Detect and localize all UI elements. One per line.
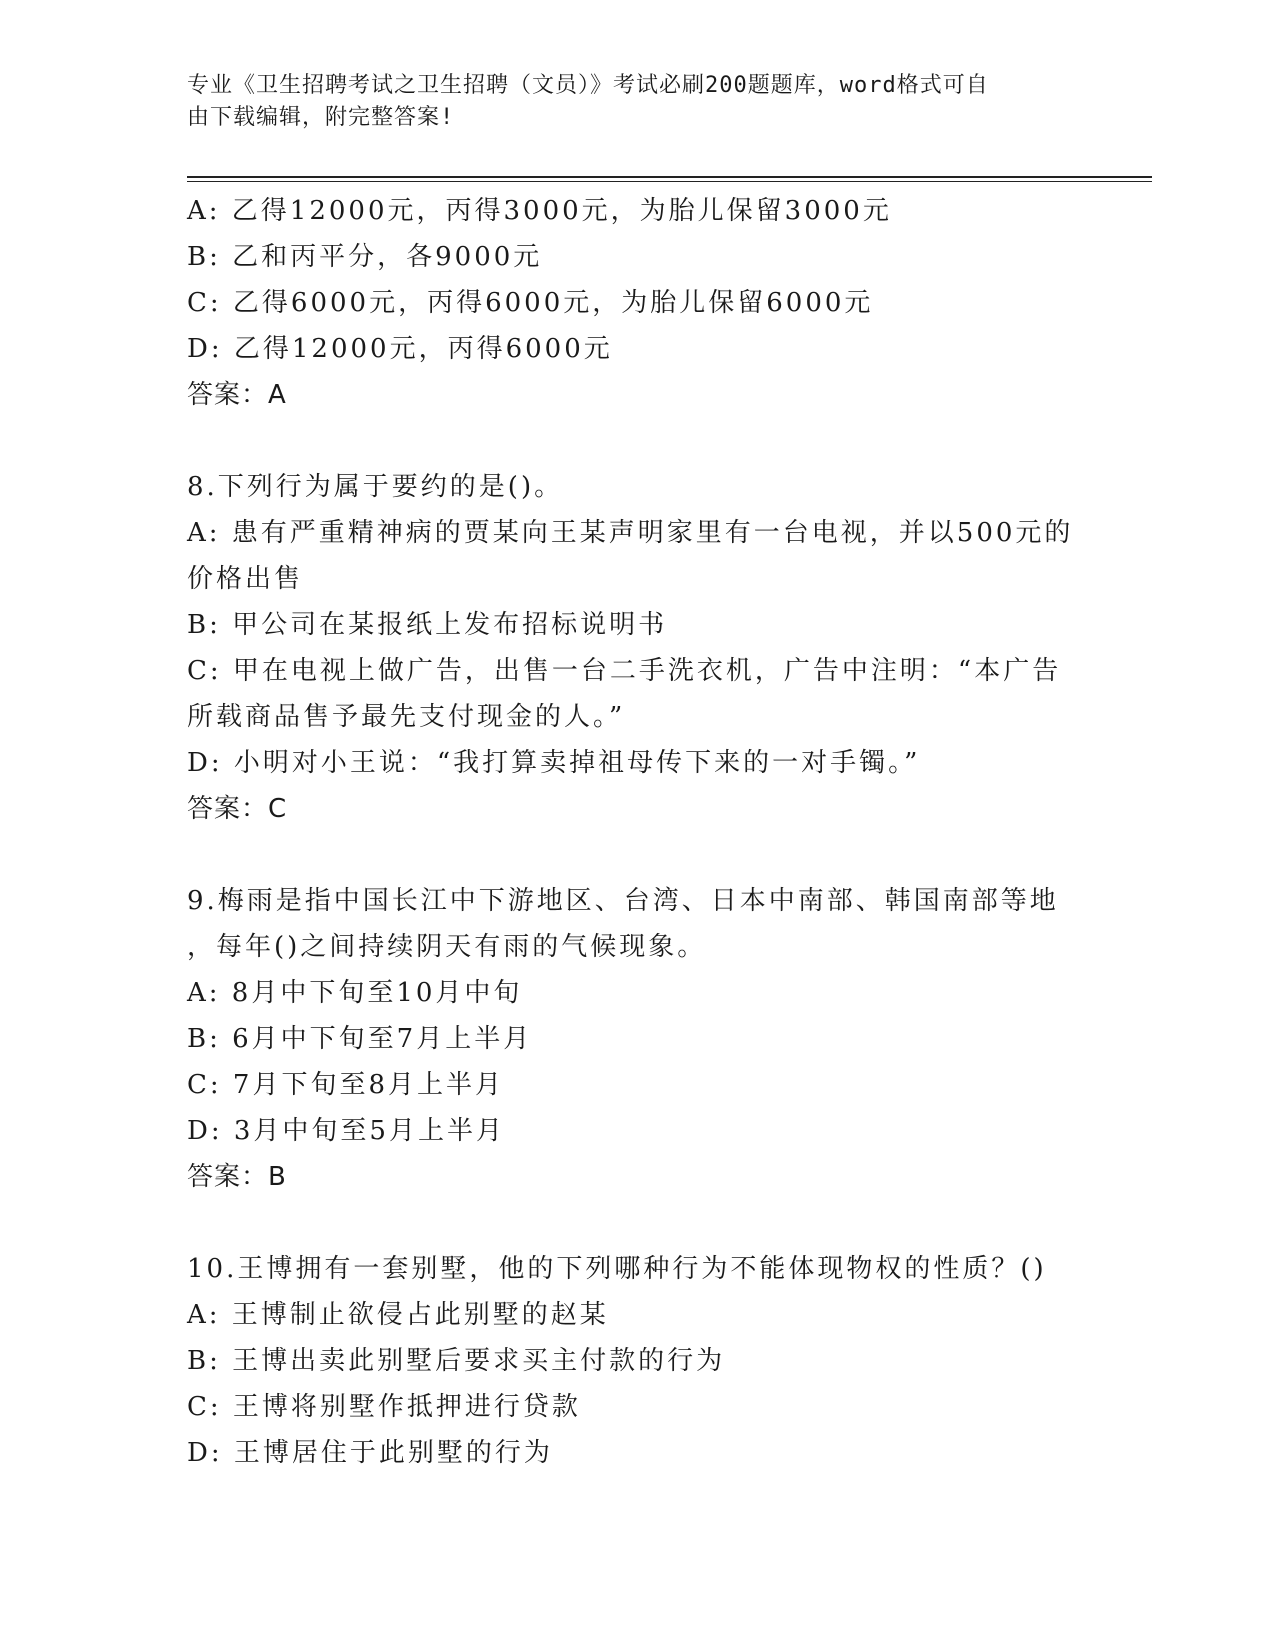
q9-option-b: B: 6月中下旬至7月上半月 [187,1024,533,1054]
q7-option-b: B: 乙和丙平分，各9000元 [187,242,543,272]
spacer [187,418,1087,464]
q7-option-a: A: 乙得12000元，丙得3000元，为胎儿保留3000元 [187,196,892,226]
header-title-line-2: 由下载编辑，附完整答案! [187,105,455,130]
q9-option-a: A: 8月中下旬至10月中旬 [187,978,523,1008]
q10-option-a: A: 王博制止欲侵占此别墅的赵某 [187,1300,609,1330]
q10-option-c: C: 王博将别墅作抵押进行贷款 [187,1392,581,1422]
q10-option-d: D: 王博居住于此别墅的行为 [187,1438,553,1468]
spacer [187,1200,1087,1246]
header-divider [187,176,1152,182]
q10-question: 10.王博拥有一套别墅，他的下列哪种行为不能体现物权的性质？() [187,1254,1047,1284]
q8-option-c-line-1: C: 甲在电视上做广告，出售一台二手洗衣机，广告中注明：“本广告 [187,656,1062,686]
q7-answer: 答案：A [187,380,287,410]
q8-option-b: B: 甲公司在某报纸上发布招标说明书 [187,610,668,640]
q8-option-a-line-2: 价格出售 [187,564,304,594]
question-list [187,188,1087,1476]
question-8-block [187,464,1087,832]
q10-option-b: B: 王博出卖此别墅后要求买主付款的行为 [187,1346,726,1376]
q9-option-d: D: 3月中旬至5月上半月 [187,1116,505,1146]
spacer [187,832,1087,878]
header-title-line-1: 专业《卫生招聘考试之卫生招聘（文员）》考试必刷200题题库，word格式可自 [187,73,989,98]
q7-option-d: D: 乙得12000元，丙得6000元 [187,334,613,364]
question-10-block [187,1246,1087,1476]
q9-option-c: C: 7月下旬至8月上半月 [187,1070,505,1100]
q9-question-line-2: ，每年()之间持续阴天有雨的气候现象。 [187,932,707,962]
q8-option-a-line-1: A: 患有严重精神病的贾某向王某声明家里有一台电视，并以500元的 [187,518,1074,548]
q8-option-d: D: 小明对小王说：“我打算卖掉祖母传下来的一对手镯。” [187,748,921,778]
question-9-block [187,878,1087,1200]
q9-question-line-1: 9.梅雨是指中国长江中下游地区、台湾、日本中南部、韩国南部等地 [187,886,1059,916]
q9-answer: 答案：B [187,1162,287,1192]
document-header [187,70,1087,134]
question-7-block [187,188,1087,418]
q8-answer: 答案：C [187,794,288,824]
q8-question: 8.下列行为属于要约的是()。 [187,472,564,502]
q8-option-c-line-2: 所载商品售予最先支付现金的人。” [187,702,626,732]
q7-option-c: C: 乙得6000元，丙得6000元，为胎儿保留6000元 [187,288,874,318]
